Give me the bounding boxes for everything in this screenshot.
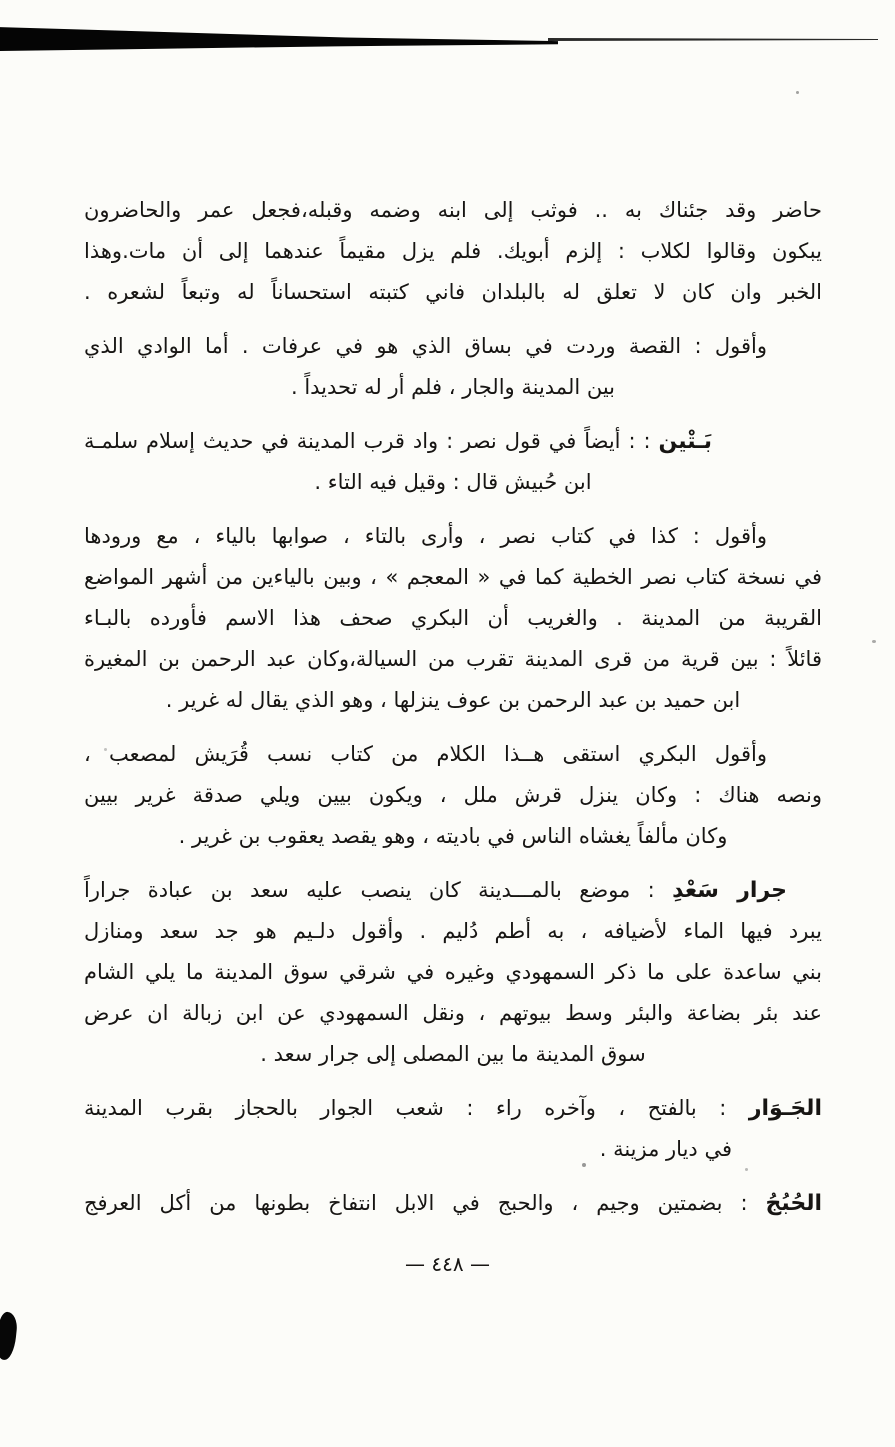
scan-speck	[872, 640, 876, 643]
text-line: بين المدينة والجار ، فلم أر له تحديداً .	[290, 375, 616, 399]
scan-speck	[796, 91, 799, 94]
paragraph	[84, 516, 822, 721]
text-line: الخبر وان كان لا تعلق له بالبلدان فاني كتبته استحساناً له وتبعاً لشعره .	[84, 280, 822, 304]
entry-headword: جرار سَعْدِ	[672, 878, 788, 903]
entry-line: الحُبُجُ : بضمتين وجيم ، والحبج في الابل انتفاخ بطونها من أكل العرفج	[84, 1191, 822, 1216]
page-number: — ٤٤٨ —	[405, 1252, 490, 1276]
paragraph	[84, 1183, 822, 1224]
text-line: بني ساعدة على ما ذكر السمهودي وغيره في شرقي سوق المدينة ما يلي الشام	[84, 960, 822, 984]
text-line: وأقول : كذا في كتاب نصر ، وأرى بالتاء ، صوابها بالياء ، مع ورودها	[84, 524, 767, 548]
text-line: وأقول البكري استقى هــذا الكلام من كتاب نسب قُرَيش لمصعب ،	[84, 742, 767, 766]
text-line: وأقول : القصة وردت في بساق الذي هو في عرفات . أما الوادي الذي	[84, 334, 767, 358]
entry-line: جرار سَعْدِ : موضع بالمـــدينة كان ينصب عليه سعد بن عبادة جراراً	[84, 878, 788, 903]
text-line: قائلاً : بين قرية من قرى المدينة تقرب من السيالة،وكان عبد الرحمن بن المغيرة	[84, 647, 822, 671]
entry-line: بَـتْين : : أيضاً في قول نصر : واد قرب المدينة في حديث إسلام سلمـة	[84, 429, 712, 454]
scan-artifact-top	[0, 25, 558, 51]
text-line: سوق المدينة ما بين المصلى إلى جرار سعد .	[260, 1042, 646, 1066]
entry-headword: بَـتْين	[658, 429, 712, 454]
scan-artifact-top-tail	[548, 38, 878, 41]
text-block	[84, 190, 822, 1237]
entry-line: الجَـوَار : بالفتح ، وآخره راء : شعب الجوار بالحجاز بقرب المدينة	[84, 1096, 822, 1121]
text-line: وكان مألفاً يغشاه الناس في باديته ، وهو يقصد يعقوب بن غرير .	[178, 824, 728, 848]
text-line: القريبة من المدينة . والغريب أن البكري صحف هذا الاسم فأورده بالبـاء	[84, 606, 822, 630]
text-line: في ديار مزينة .	[599, 1137, 732, 1161]
paragraph	[84, 190, 822, 313]
paragraph	[84, 734, 822, 857]
text-line: يبكون وقالوا لكلاب : إلزم أبويك. فلم يزل مقيماً عندهما إلى أن مات.وهذا	[84, 239, 822, 263]
paragraph	[84, 1088, 822, 1170]
text-line: في نسخة كتاب نصر الخطية كما في « المعجم » ، وبين بالياءين من أشهر المواضع	[84, 565, 822, 589]
text-line: ابن حُبيش قال : وقيل فيه التاء .	[314, 470, 592, 494]
text-line: حاضر وقد جئناك به .. فوثب إلى ابنه وضمه وقبله،فجعل عمر والحاضرون	[84, 198, 822, 222]
text-line: ابن حميد بن عبد الرحمن بن عوف ينزلها ، وهو الذي يقال له غرير .	[165, 688, 741, 712]
scan-artifact-blob	[0, 1311, 18, 1361]
paragraph	[84, 870, 822, 1075]
entry-headword: الجَـوَار	[748, 1096, 822, 1121]
paragraph	[84, 421, 822, 503]
text-line: ونصه هناك : وكان ينزل قرش ملل ، ويكون بيين ويلي صدقة غرير بيين	[84, 783, 822, 807]
paragraph	[84, 326, 822, 408]
text-line: يبرد فيها الماء لأضيافه ، به أطم دُليم . وأقول دلـيم هو جد سعد ومنازل	[84, 919, 822, 943]
text-line: عند بئر بضاعة والبئر وسط بيوتهم ، ونقل السمهودي عن ابن زبالة ان عرض	[84, 1001, 822, 1025]
entry-headword: الحُبُجُ	[765, 1191, 822, 1216]
